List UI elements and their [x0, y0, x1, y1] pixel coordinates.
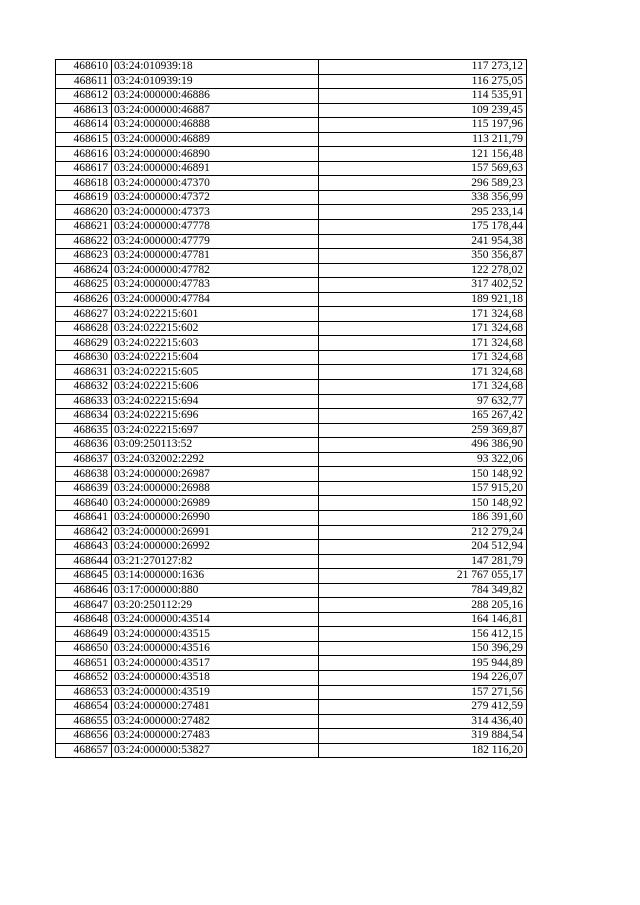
- cadastral-number-cell: 03:20:250112:29: [112, 598, 319, 613]
- table-row: [56, 350, 527, 365]
- value-cell: 171 324,68: [319, 336, 527, 351]
- table-row: [56, 74, 527, 89]
- row-number-cell: 468636: [56, 438, 112, 453]
- value-cell: 279 412,59: [319, 700, 527, 715]
- value-cell: 93 322,06: [319, 452, 527, 467]
- row-number-cell: 468654: [56, 700, 112, 715]
- cadastral-number-cell: 03:24:000000:27481: [112, 700, 319, 715]
- value-cell: 288 205,16: [319, 598, 527, 613]
- table-row: [56, 583, 527, 598]
- table-row: [56, 598, 527, 613]
- value-cell: 204 512,94: [319, 540, 527, 555]
- cadastral-number-cell: 03:24:000000:47781: [112, 249, 319, 264]
- value-cell: 115 197,96: [319, 118, 527, 133]
- value-cell: 189 921,18: [319, 292, 527, 307]
- cadastral-number-cell: 03:24:000000:27483: [112, 729, 319, 744]
- row-number-cell: 468642: [56, 525, 112, 540]
- value-cell: 171 324,68: [319, 380, 527, 395]
- value-cell: 114 535,91: [319, 89, 527, 104]
- table-row: [56, 729, 527, 744]
- value-cell: 784 349,82: [319, 583, 527, 598]
- value-cell: 21 767 055,17: [319, 569, 527, 584]
- value-cell: 150 396,29: [319, 641, 527, 656]
- row-number-cell: 468615: [56, 132, 112, 147]
- value-cell: 175 178,44: [319, 220, 527, 235]
- row-number-cell: 468616: [56, 147, 112, 162]
- row-number-cell: 468655: [56, 714, 112, 729]
- cadastral-number-cell: 03:14:000000:1636: [112, 569, 319, 584]
- table-row: [56, 394, 527, 409]
- table-body: [56, 60, 527, 758]
- cadastral-number-cell: 03:24:000000:26991: [112, 525, 319, 540]
- value-cell: 295 233,14: [319, 205, 527, 220]
- table-row: [56, 103, 527, 118]
- cadastral-number-cell: 03:24:010939:19: [112, 74, 319, 89]
- table-row: [56, 423, 527, 438]
- value-cell: 122 278,02: [319, 263, 527, 278]
- table-row: [56, 89, 527, 104]
- row-number-cell: 468614: [56, 118, 112, 133]
- value-cell: 150 148,92: [319, 467, 527, 482]
- row-number-cell: 468611: [56, 74, 112, 89]
- row-number-cell: 468625: [56, 278, 112, 293]
- cadastral-number-cell: 03:24:000000:43518: [112, 670, 319, 685]
- cadastral-number-cell: 03:24:022215:601: [112, 307, 319, 322]
- table-row: [56, 700, 527, 715]
- cadastral-number-cell: 03:24:000000:47779: [112, 234, 319, 249]
- value-cell: 319 884,54: [319, 729, 527, 744]
- table-row: [56, 743, 527, 758]
- table-row: [56, 670, 527, 685]
- table-row: [56, 714, 527, 729]
- cadastral-number-cell: 03:24:022215:603: [112, 336, 319, 351]
- row-number-cell: 468629: [56, 336, 112, 351]
- row-number-cell: 468638: [56, 467, 112, 482]
- table-row: [56, 118, 527, 133]
- table-row: [56, 234, 527, 249]
- row-number-cell: 468641: [56, 510, 112, 525]
- row-number-cell: 468618: [56, 176, 112, 191]
- cadastral-number-cell: 03:24:000000:47783: [112, 278, 319, 293]
- value-cell: 171 324,68: [319, 350, 527, 365]
- cadastral-number-cell: 03:24:022215:602: [112, 321, 319, 336]
- cadastral-number-cell: 03:24:000000:47370: [112, 176, 319, 191]
- value-cell: 116 275,05: [319, 74, 527, 89]
- cadastral-number-cell: 03:24:000000:46888: [112, 118, 319, 133]
- cadastral-number-cell: 03:24:000000:26992: [112, 540, 319, 555]
- cadastral-number-cell: 03:21:270127:82: [112, 554, 319, 569]
- value-cell: 296 589,23: [319, 176, 527, 191]
- cadastral-number-cell: 03:24:000000:26988: [112, 481, 319, 496]
- table-row: [56, 161, 527, 176]
- value-cell: 157 915,20: [319, 481, 527, 496]
- table-row: [56, 60, 527, 75]
- value-cell: 113 211,79: [319, 132, 527, 147]
- row-number-cell: 468645: [56, 569, 112, 584]
- table-row: [56, 292, 527, 307]
- row-number-cell: 468619: [56, 190, 112, 205]
- row-number-cell: 468648: [56, 612, 112, 627]
- table-row: [56, 540, 527, 555]
- cadastral-number-cell: 03:24:000000:47372: [112, 190, 319, 205]
- cadastral-number-cell: 03:24:000000:46886: [112, 89, 319, 104]
- row-number-cell: 468656: [56, 729, 112, 744]
- cadastral-number-cell: 03:24:000000:27482: [112, 714, 319, 729]
- row-number-cell: 468633: [56, 394, 112, 409]
- row-number-cell: 468627: [56, 307, 112, 322]
- row-number-cell: 468624: [56, 263, 112, 278]
- row-number-cell: 468623: [56, 249, 112, 264]
- table-row: [56, 365, 527, 380]
- table-row: [56, 685, 527, 700]
- row-number-cell: 468643: [56, 540, 112, 555]
- cadastral-number-cell: 03:24:000000:46891: [112, 161, 319, 176]
- row-number-cell: 468630: [56, 350, 112, 365]
- cadastral-number-cell: 03:24:000000:43514: [112, 612, 319, 627]
- row-number-cell: 468613: [56, 103, 112, 118]
- row-number-cell: 468649: [56, 627, 112, 642]
- value-cell: 171 324,68: [319, 307, 527, 322]
- cadastral-number-cell: 03:24:022215:604: [112, 350, 319, 365]
- table-row: [56, 336, 527, 351]
- row-number-cell: 468652: [56, 670, 112, 685]
- row-number-cell: 468622: [56, 234, 112, 249]
- cadastral-number-cell: 03:24:000000:26987: [112, 467, 319, 482]
- cadastral-number-cell: 03:24:000000:47784: [112, 292, 319, 307]
- row-number-cell: 468640: [56, 496, 112, 511]
- table-row: [56, 452, 527, 467]
- row-number-cell: 468647: [56, 598, 112, 613]
- value-cell: 171 324,68: [319, 365, 527, 380]
- table-row: [56, 612, 527, 627]
- value-cell: 117 273,12: [319, 60, 527, 75]
- table-row: [56, 525, 527, 540]
- row-number-cell: 468621: [56, 220, 112, 235]
- row-number-cell: 468617: [56, 161, 112, 176]
- table-row: [56, 641, 527, 656]
- cadastral-number-cell: 03:24:000000:43516: [112, 641, 319, 656]
- cadastral-number-cell: 03:24:000000:26989: [112, 496, 319, 511]
- row-number-cell: 468620: [56, 205, 112, 220]
- row-number-cell: 468628: [56, 321, 112, 336]
- table-row: [56, 656, 527, 671]
- cadastral-number-cell: 03:24:022215:606: [112, 380, 319, 395]
- table-row: [56, 321, 527, 336]
- cadastral-number-cell: 03:24:000000:47778: [112, 220, 319, 235]
- value-cell: 212 279,24: [319, 525, 527, 540]
- table-row: [56, 467, 527, 482]
- row-number-cell: 468657: [56, 743, 112, 758]
- table-row: [56, 220, 527, 235]
- value-cell: 147 281,79: [319, 554, 527, 569]
- value-cell: 165 267,42: [319, 409, 527, 424]
- cadastral-number-cell: 03:24:022215:697: [112, 423, 319, 438]
- cadastral-number-cell: 03:24:000000:47782: [112, 263, 319, 278]
- value-cell: 171 324,68: [319, 321, 527, 336]
- row-number-cell: 468632: [56, 380, 112, 395]
- cadastral-number-cell: 03:24:022215:696: [112, 409, 319, 424]
- row-number-cell: 468634: [56, 409, 112, 424]
- cadastral-number-cell: 03:24:000000:47373: [112, 205, 319, 220]
- value-cell: 314 436,40: [319, 714, 527, 729]
- table-row: [56, 132, 527, 147]
- table-row: [56, 307, 527, 322]
- cadastral-value-table: [55, 59, 527, 758]
- value-cell: 338 356,99: [319, 190, 527, 205]
- cadastral-number-cell: 03:24:010939:18: [112, 60, 319, 75]
- table-row: [56, 380, 527, 395]
- cadastral-number-cell: 03:24:032002:2292: [112, 452, 319, 467]
- value-cell: 195 944,89: [319, 656, 527, 671]
- value-cell: 97 632,77: [319, 394, 527, 409]
- table-row: [56, 438, 527, 453]
- table-row: [56, 554, 527, 569]
- value-cell: 350 356,87: [319, 249, 527, 264]
- row-number-cell: 468635: [56, 423, 112, 438]
- table-row: [56, 569, 527, 584]
- row-number-cell: 468639: [56, 481, 112, 496]
- table-row: [56, 190, 527, 205]
- cadastral-number-cell: 03:24:000000:43517: [112, 656, 319, 671]
- table-row: [56, 496, 527, 511]
- cadastral-number-cell: 03:24:000000:46890: [112, 147, 319, 162]
- cadastral-number-cell: 03:24:000000:46889: [112, 132, 319, 147]
- value-cell: 194 226,07: [319, 670, 527, 685]
- row-number-cell: 468646: [56, 583, 112, 598]
- table-row: [56, 176, 527, 191]
- value-cell: 186 391,60: [319, 510, 527, 525]
- cadastral-number-cell: 03:24:000000:53827: [112, 743, 319, 758]
- value-cell: 496 386,90: [319, 438, 527, 453]
- cadastral-number-cell: 03:24:022215:605: [112, 365, 319, 380]
- table-row: [56, 278, 527, 293]
- cadastral-number-cell: 03:24:000000:43519: [112, 685, 319, 700]
- row-number-cell: 468653: [56, 685, 112, 700]
- table-row: [56, 510, 527, 525]
- value-cell: 150 148,92: [319, 496, 527, 511]
- table-row: [56, 627, 527, 642]
- value-cell: 317 402,52: [319, 278, 527, 293]
- value-cell: 182 116,20: [319, 743, 527, 758]
- table-row: [56, 263, 527, 278]
- row-number-cell: 468650: [56, 641, 112, 656]
- row-number-cell: 468644: [56, 554, 112, 569]
- row-number-cell: 468651: [56, 656, 112, 671]
- row-number-cell: 468626: [56, 292, 112, 307]
- row-number-cell: 468610: [56, 60, 112, 75]
- cadastral-number-cell: 03:24:000000:43515: [112, 627, 319, 642]
- cadastral-number-cell: 03:24:000000:26990: [112, 510, 319, 525]
- value-cell: 241 954,38: [319, 234, 527, 249]
- value-cell: 157 569,63: [319, 161, 527, 176]
- table-row: [56, 205, 527, 220]
- cadastral-number-cell: 03:17:000000:880: [112, 583, 319, 598]
- row-number-cell: 468637: [56, 452, 112, 467]
- value-cell: 164 146,81: [319, 612, 527, 627]
- value-cell: 259 369,87: [319, 423, 527, 438]
- table-row: [56, 409, 527, 424]
- value-cell: 156 412,15: [319, 627, 527, 642]
- cadastral-number-cell: 03:24:022215:694: [112, 394, 319, 409]
- table-row: [56, 147, 527, 162]
- row-number-cell: 468631: [56, 365, 112, 380]
- table-row: [56, 481, 527, 496]
- table-row: [56, 249, 527, 264]
- row-number-cell: 468612: [56, 89, 112, 104]
- cadastral-number-cell: 03:09:250113:52: [112, 438, 319, 453]
- cadastral-number-cell: 03:24:000000:46887: [112, 103, 319, 118]
- value-cell: 157 271,56: [319, 685, 527, 700]
- value-cell: 121 156,48: [319, 147, 527, 162]
- value-cell: 109 239,45: [319, 103, 527, 118]
